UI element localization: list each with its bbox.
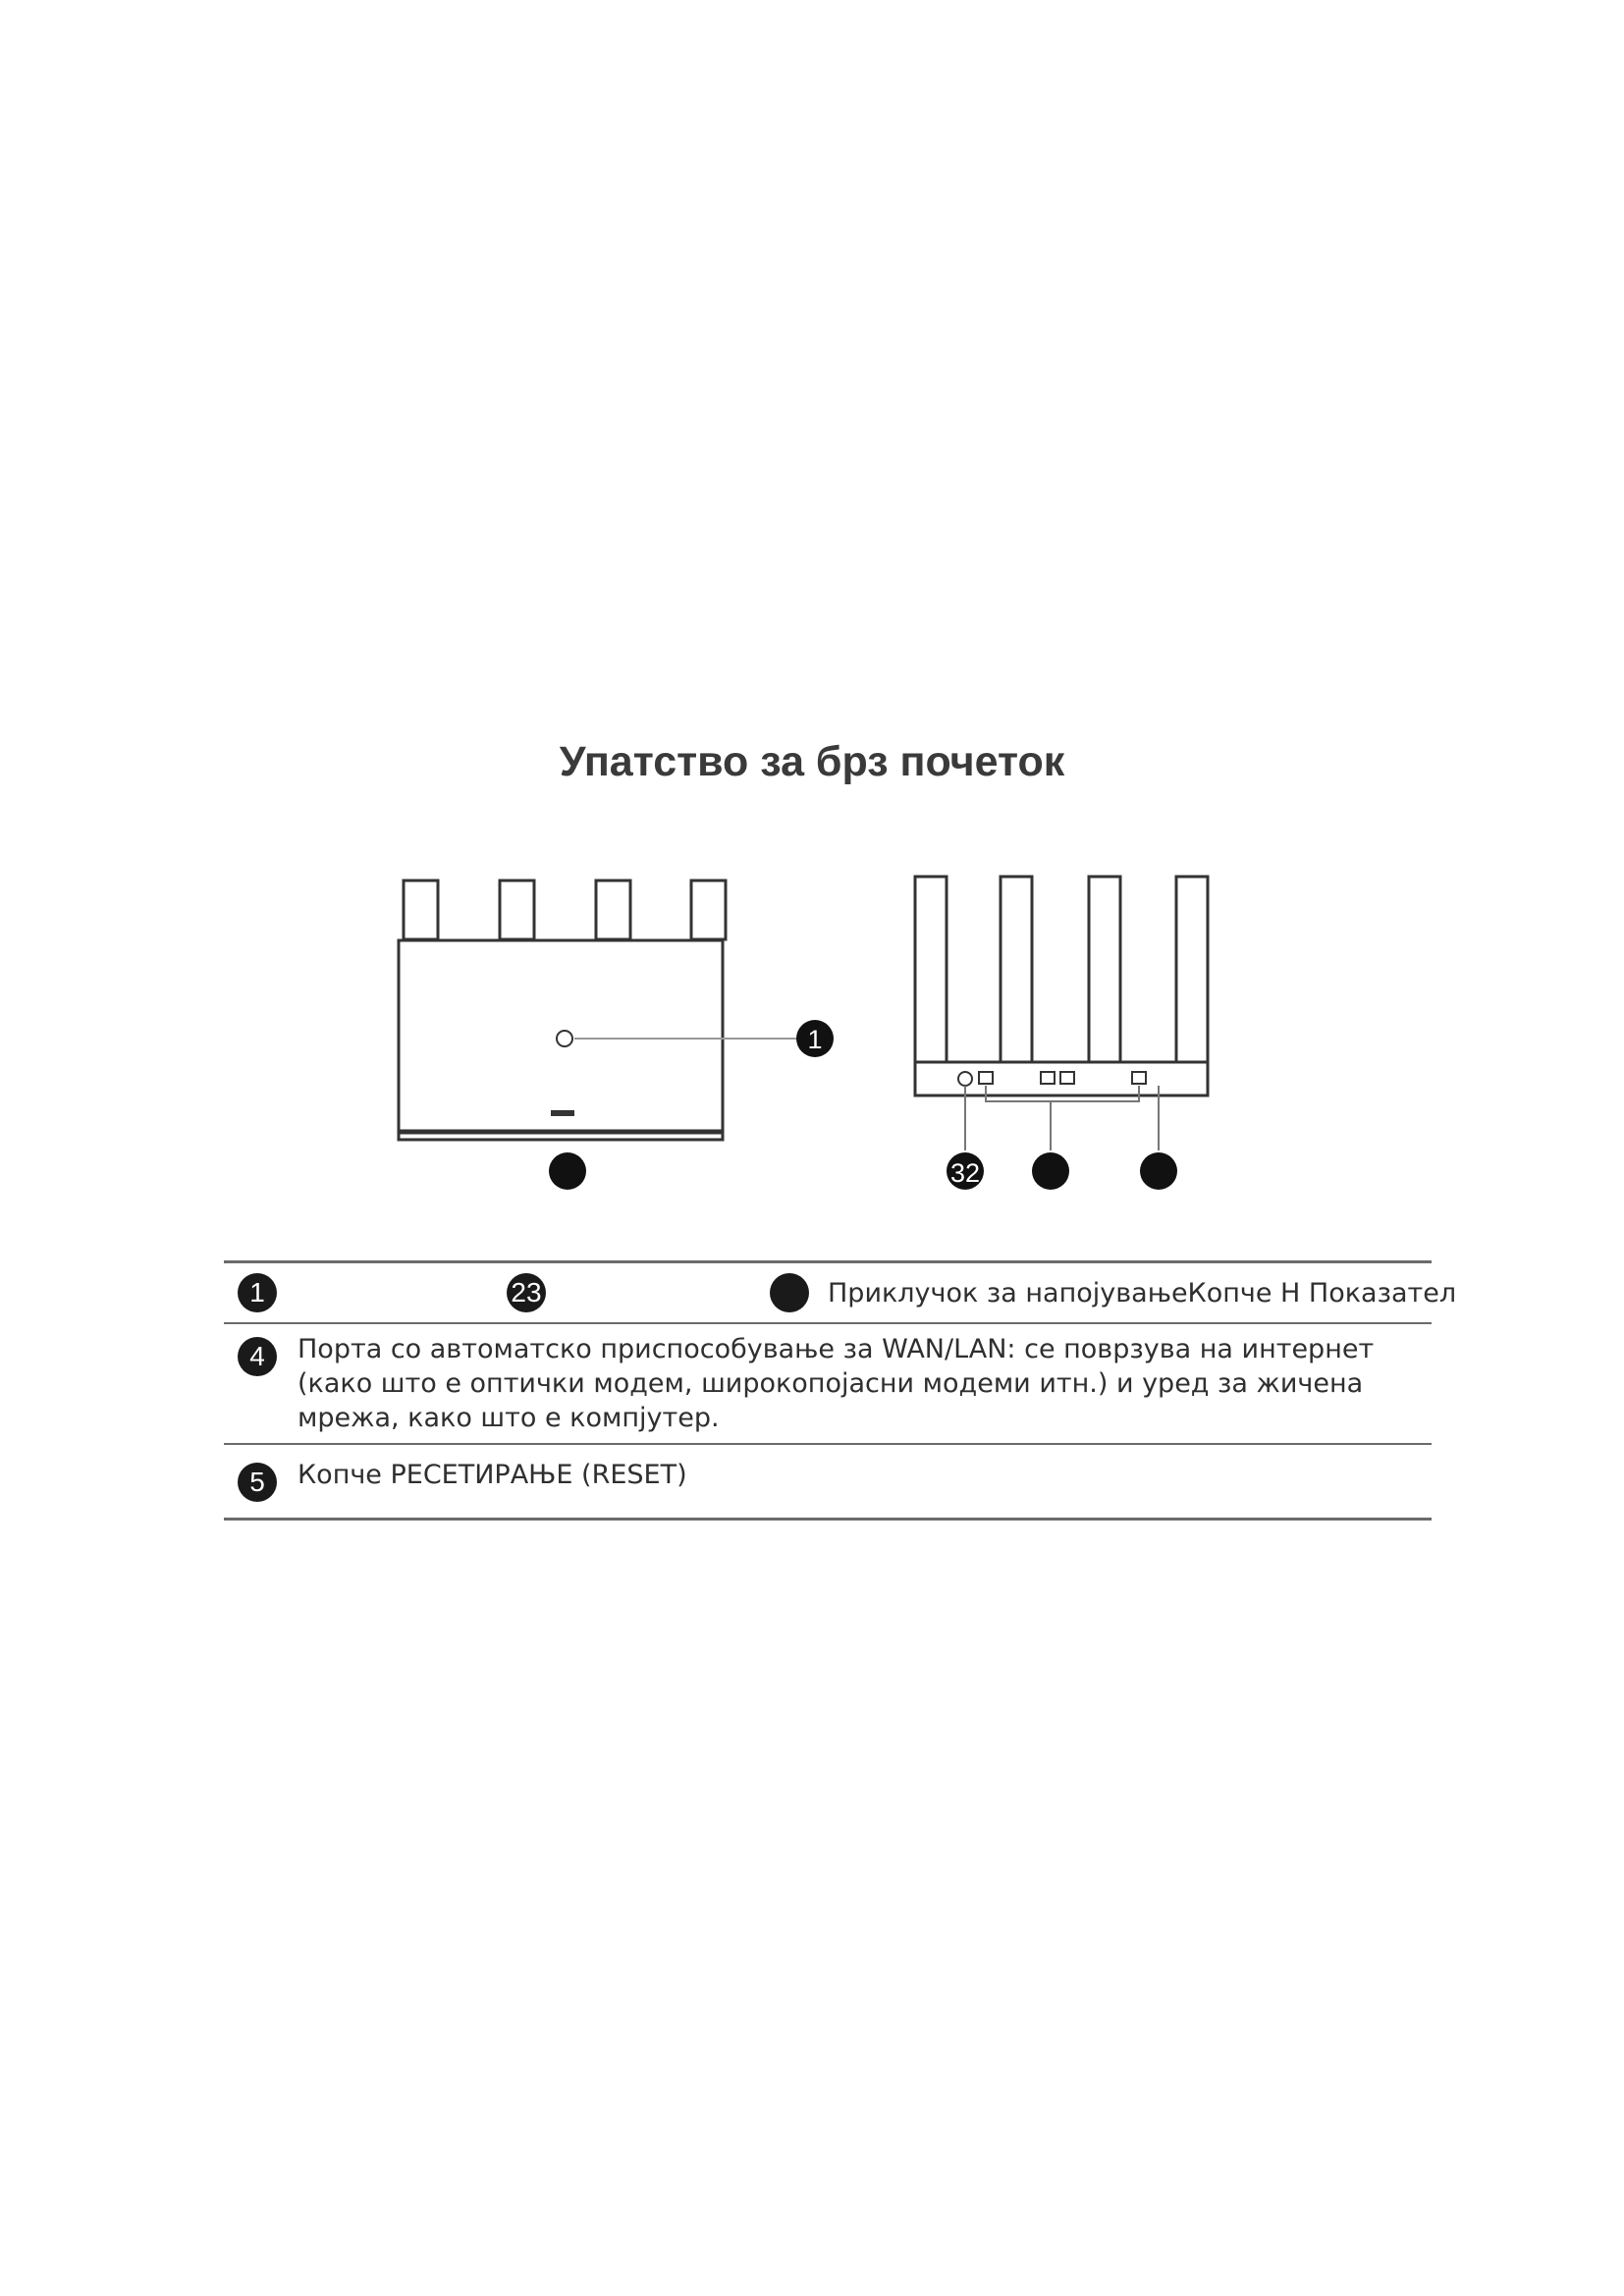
legend-badge-4: 4 — [238, 1337, 277, 1376]
legend-row-3-text: Копче РЕСЕТИРАЊЕ (RESET) — [298, 1460, 687, 1490]
port-icon — [979, 1072, 993, 1084]
antenna-2 — [500, 881, 534, 939]
callout-badge-rear-3 — [1140, 1152, 1177, 1190]
legend-badge-2: 23 — [507, 1273, 546, 1312]
table-rule — [224, 1322, 1432, 1324]
table-rule-top — [224, 1260, 1432, 1263]
callout-badge-rear-2 — [1032, 1152, 1069, 1190]
router-rear-view — [915, 877, 1208, 1095]
router-front-view — [399, 881, 726, 1140]
callout-badge-front-bottom — [549, 1152, 586, 1190]
antenna-1 — [404, 881, 438, 939]
legend-badge-5: 5 — [238, 1463, 277, 1502]
callout-label-rear: 32 — [949, 1158, 981, 1188]
power-port-icon — [958, 1072, 972, 1086]
port-icon — [1041, 1072, 1055, 1084]
legend-row-1-text: Приклучок за напојувањеКопче H Показател — [828, 1278, 1457, 1308]
antenna-4 — [691, 881, 726, 939]
port-icon — [1060, 1072, 1074, 1084]
antenna-3 — [596, 881, 630, 939]
table-rule-bottom — [224, 1518, 1432, 1521]
table-rule — [224, 1443, 1432, 1445]
legend-row-2-text: Порта со автоматско приспособување за WAN/LAN: се поврзува на интернет (како што е оптички модем, широкопојасни модеми итн.) и уред за жичена мрежа, како што е компјутер. — [298, 1334, 1375, 1433]
callout-label-1: 1 — [807, 1025, 823, 1054]
port-icon — [1132, 1072, 1146, 1084]
legend-badge-3 — [770, 1273, 809, 1312]
brand-mark — [551, 1110, 574, 1116]
page-title: Упатство за брз почеток — [559, 738, 1065, 785]
legend-badge-1: 1 — [238, 1273, 277, 1312]
logo-icon — [557, 1031, 572, 1046]
